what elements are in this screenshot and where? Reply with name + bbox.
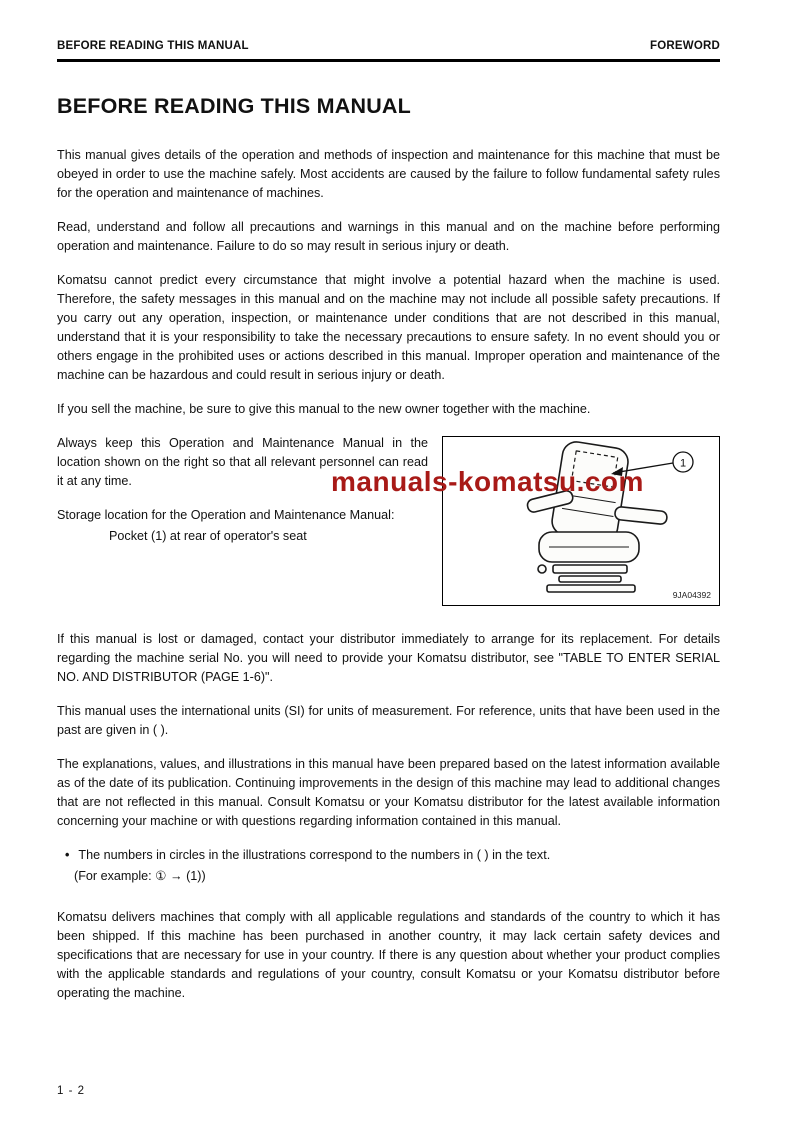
bullet-text: The numbers in circles in the illustrations correspond to the numbers in ( ) in the text. — [78, 848, 551, 862]
paragraph-regulations: Komatsu delivers machines that comply with all applicable regulations and standards of the country to which it has been shipped. If this machine has been purchased in another country, it may lack certain safety devices and specifications that are necessary for use in your country. If there is any question about whether your product complies with the applicable standards and regulations of your country, consult Komatsu or your Komatsu distributor before operating the machine. — [57, 910, 720, 1000]
figure-box — [442, 436, 720, 606]
seat-illustration — [443, 437, 719, 605]
document-title: BEFORE READING THIS MANUAL — [57, 94, 411, 118]
figure-code: 9JA04392 — [672, 590, 711, 600]
paragraph-keep-manual: Always keep this Operation and Maintenance Manual in the location shown on the right so that all relevant personnel can read it at any time. — [57, 436, 428, 488]
header-section-title: BEFORE READING THIS MANUAL — [57, 40, 249, 52]
paragraph-sell-machine: If you sell the machine, be sure to give this manual to the new owner together with the machine. — [57, 402, 591, 416]
storage-location-label: Storage location for the Operation and Maintenance Manual: — [57, 508, 395, 522]
right-armrest — [614, 506, 667, 524]
header-chapter-title: FOREWORD — [650, 40, 720, 52]
paragraph-hazard-warning: Komatsu cannot predict every circumstance that might involve a potential hazard when the machine is used. Therefore, the safety messages in this manual and on the machine may not include all possible safety precautions. If you carry out any operation, inspection, or maintenance under conditions that are not described in this manual, understand that it is your responsibility to take the necessary precautions to ensure safety. In no event should you or others engage in the prohibited uses or actions described in this manual. Improper operation and maintenance of the machine can be hazardous and could result in serious injury or death. — [57, 273, 720, 382]
paragraph-lost-damaged: If this manual is lost or damaged, contact your distributor immediately to arrange for its replacement. For details regarding the machine serial No. you will need to provide your Komatsu distributor, see "TABLE TO ENTER SERIAL NO. AND DISTRIBUTOR (PAGE 1-6)". — [57, 632, 720, 684]
storage-location-value: Pocket (1) at rear of operator's seat — [109, 529, 307, 543]
page-number: 1 - 2 — [57, 1085, 86, 1097]
page-header — [57, 40, 720, 62]
bullet-example: (For example: ① → (1)) — [74, 869, 206, 883]
bullet-item — [65, 846, 720, 865]
paragraph-si-units: This manual uses the international units (SI) for units of measurement. For reference, units that have been used in the past are given in ( ). — [57, 704, 720, 737]
paragraph-latest-info: The explanations, values, and illustrations in this manual have been prepared based on the latest information available as of the date of its publication. Continuing improvements in the design of this machine may lead to additional changes that are not reflected in this manual. Consult Komatsu or your Komatsu distributor for the latest available information concerning your machine or with questions regarding information contained in this manual. — [57, 757, 720, 828]
callout-number: 1 — [679, 457, 687, 470]
page-content — [57, 94, 720, 1003]
paragraph-intro: This manual gives details of the operation and methods of inspection and maintenance for this machine that must be obeyed in order to use the machine safely. Most accidents are caused by the failure to follow fundamental safety rules for the operation and maintenance of machines. — [57, 148, 720, 200]
bullet-marker: • — [65, 848, 70, 862]
paragraph-read-precautions: Read, understand and follow all precautions and warnings in this manual and on the machine before performing operation and maintenance. Failure to do so may result in serious injury or death. — [57, 220, 720, 253]
watermark: manuals-komatsu.com — [331, 466, 644, 497]
